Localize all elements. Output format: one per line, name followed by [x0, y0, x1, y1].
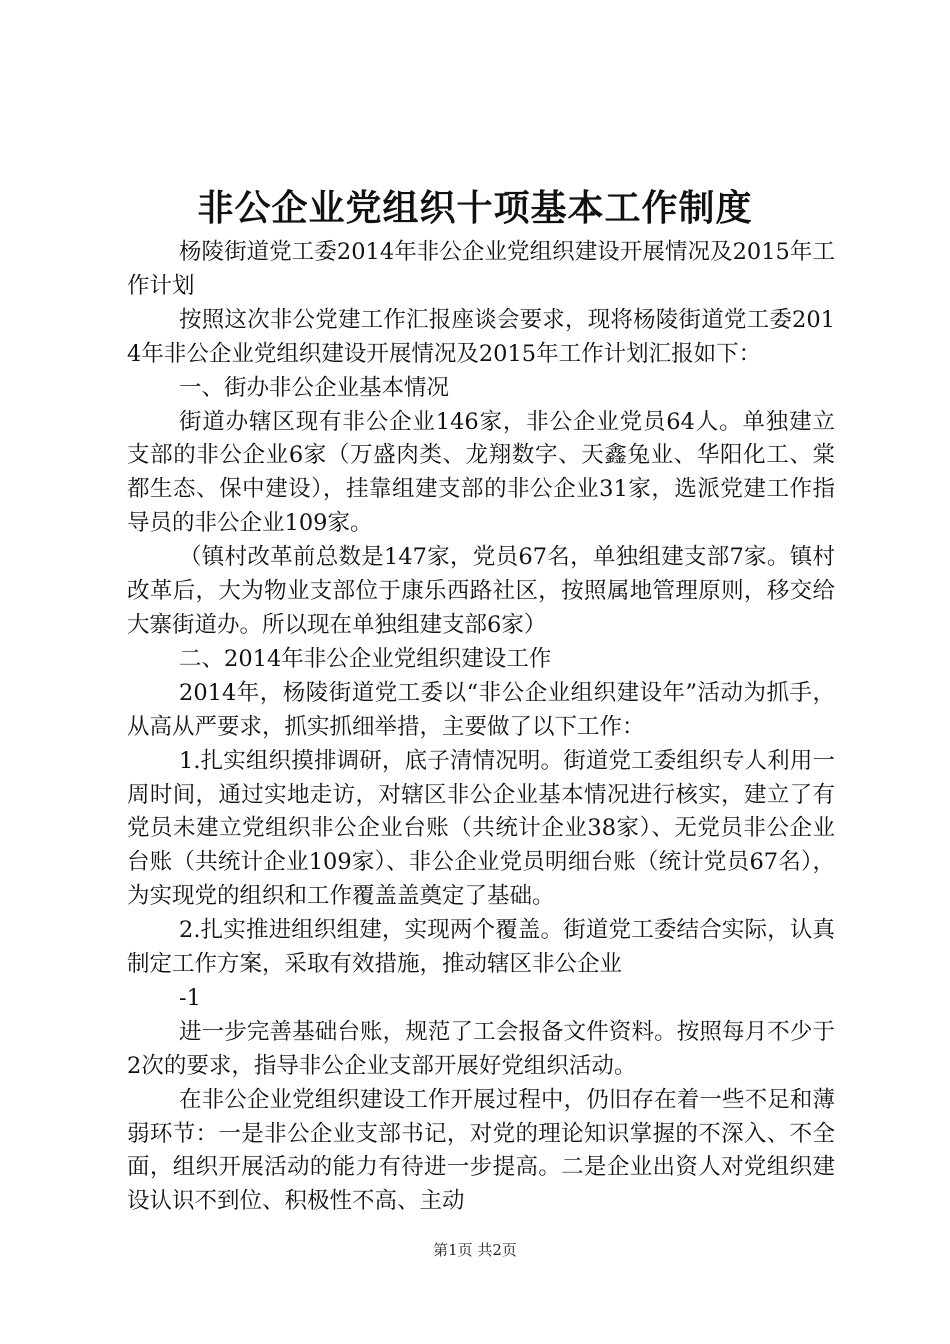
- page-footer: 第1页 共2页: [433, 1241, 517, 1259]
- inline-page-marker: -1: [179, 984, 201, 1011]
- paragraph-intro: 按照这次非公党建工作汇报座谈会要求，现将杨陵街道党工委2014年非公企业党组织建设开展情况及2015年工作计划汇报如下：: [127, 306, 835, 367]
- paragraph-item-1: 1.扎实组织摸排调研，底子清情况明。街道党工委组织专人利用一周时间，通过实地走访，对辖区非公企业基本情况进行核实，建立了有党员未建立党组织非公企业台账（共统计企业38家）、无党员非公企业台账（共统计企业109家）、非公企业党员明细台账（统计党员67名），为实现党的组织和工作覆盖盖奠定了基础。: [127, 747, 835, 910]
- paragraph-item-2: 2.扎实推进组织组建，实现两个覆盖。街道党工委结合实际，认真制定工作方案，采取有效措施，推动辖区非公企业: [127, 917, 835, 978]
- section-heading-1: 一、街办非公企业基本情况: [179, 374, 450, 401]
- paragraph-subtitle: 杨陵街道党工委2014年非公企业党组织建设开展情况及2015年工作计划: [127, 239, 835, 299]
- paragraph-ledger: 进一步完善基础台账，规范了工会报备文件资料。按照每月不少于2次的要求，指导非公企业支部开展好党组织活动。: [127, 1018, 835, 1079]
- paragraph-reform-note: （镇村改革前总数是147家，党员67名，单独组建支部7家。镇村改革后，大为物业支部位于康乐西路社区，按照属地管理原则，移交给大寨街道办。所以现在单独组建支部6家）: [127, 544, 835, 638]
- paragraph-2014-overview: 2014年，杨陵街道党工委以“非公企业组织建设年”活动为抓手，从高从严要求，抓实抓细举措，主要做了以下工作：: [127, 679, 835, 740]
- section-heading-2: 二、2014年非公企业党组织建设工作: [179, 645, 552, 672]
- paragraph-weaknesses: 在非公企业党组织建设工作开展过程中，仍旧存在着一些不足和薄弱环节：一是非公企业支部书记，对党的理论知识掌握的不深入、不全面，组织开展活动的能力有待进一步提高。二是企业出资人对党组织建设认识不到位、积极性不高、主动: [127, 1086, 835, 1215]
- document-title: 非公企业党组织十项基本工作制度: [197, 187, 753, 229]
- document-body: [127, 236, 835, 1219]
- paragraph-basic-situation: 街道办辖区现有非公企业146家，非公企业党员64人。单独建立支部的非公企业6家（万盛肉类、龙翔数字、天鑫兔业、华阳化工、棠都生态、保中建设），挂靠组建支部的非公企业31家，选派党建工作指导员的非公企业109家。: [127, 408, 835, 537]
